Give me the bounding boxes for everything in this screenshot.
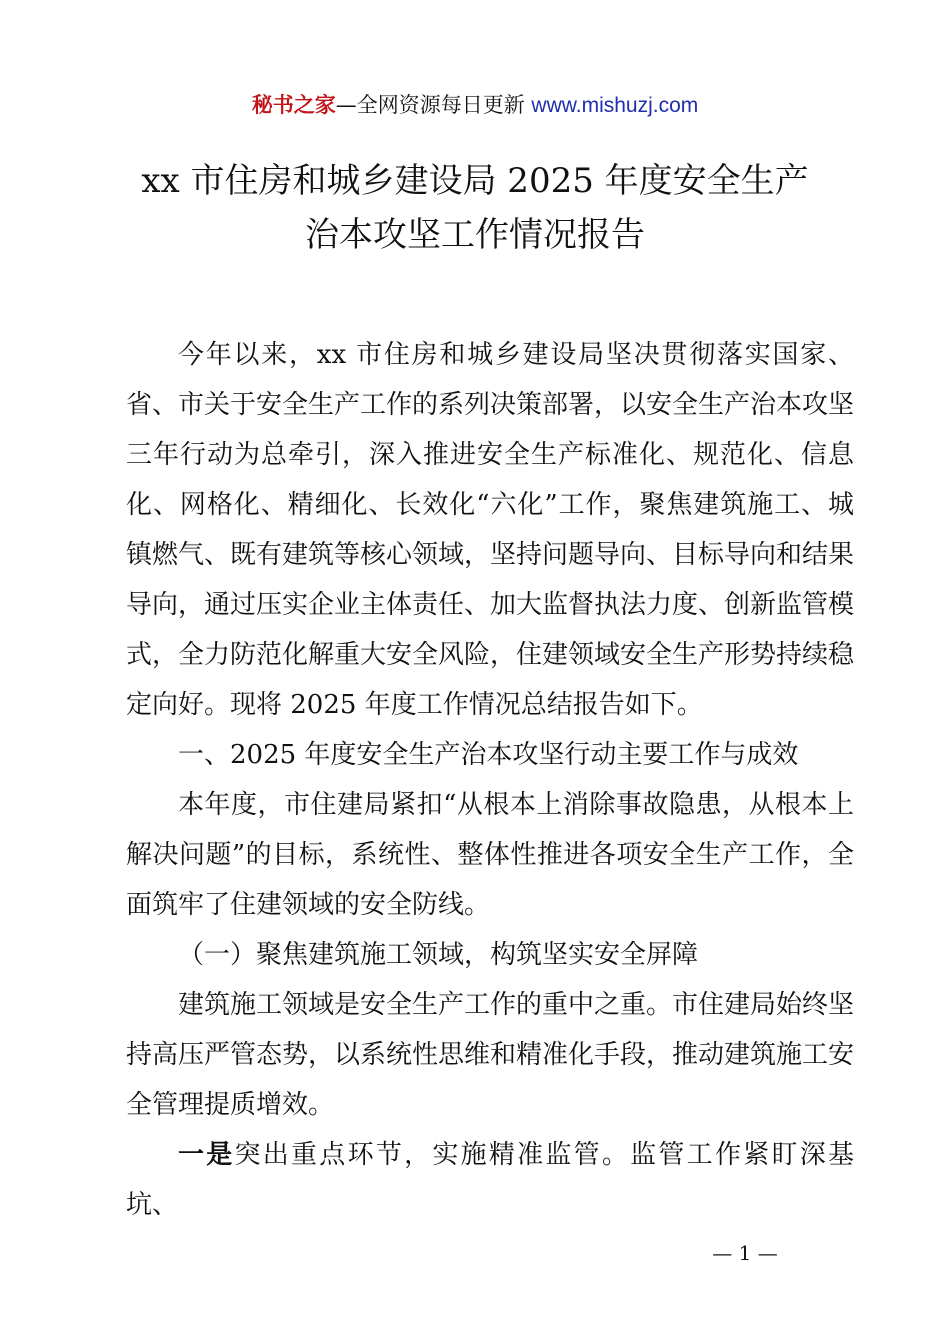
- section-1-paragraph: 本年度，市住建局紧扣“从根本上消除事故隐患，从根本上解决问题”的目标，系统性、整体性推进各项安全生产工作，全面筑牢了住建领域的安全防线。: [126, 790, 854, 920]
- site-banner: [0, 88, 950, 123]
- document-title: [0, 154, 950, 262]
- title-line-2: 治本攻坚工作情况报告: [305, 215, 645, 255]
- subsection-heading-1: （一）聚焦建筑施工领域，构筑坚实安全屏障: [178, 940, 699, 970]
- point-one-text: 突出重点环节，实施精准监管。监管工作紧盯深基坑、: [126, 1140, 854, 1220]
- section-heading-1: 一、2025 年度安全生产治本攻坚行动主要工作与成效: [178, 740, 799, 770]
- page-number: — 1 —: [712, 1241, 778, 1265]
- site-slogan: —全网资源每日更新: [335, 93, 532, 117]
- subsection-1-paragraph: 建筑施工领域是安全生产工作的重中之重。市住建局始终坚持高压严管态势，以系统性思维和精准化手段，推动建筑施工安全管理提质增效。: [126, 990, 855, 1120]
- point-one-paragraph: [126, 1130, 854, 1230]
- site-url[interactable]: www.mishuzj.com: [531, 94, 699, 117]
- document-body: [126, 330, 854, 1230]
- title-line-1: xx 市住房和城乡建设局 2025 年度安全生产: [141, 161, 809, 201]
- point-one-label: 一是: [178, 1140, 235, 1170]
- intro-paragraph: 今年以来，xx 市住房和城乡建设局坚决贯彻落实国家、省、市关于安全生产工作的系列决策部署，以安全生产治本攻坚三年行动为总牵引，深入推进安全生产标准化、规范化、信息化、网格化、精细化、长效化“六化”工作，聚焦建筑施工、城镇燃气、既有建筑等核心领域，坚持问题导向、目标导向和结果导向，通过压实企业主体责任、加大监督执法力度、创新监管模式，全力防范化解重大安全风险，住建领域安全生产形势持续稳定向好。现将 2025 年度工作情况总结报告如下。: [126, 340, 855, 720]
- site-brand: 秘书之家: [251, 93, 336, 117]
